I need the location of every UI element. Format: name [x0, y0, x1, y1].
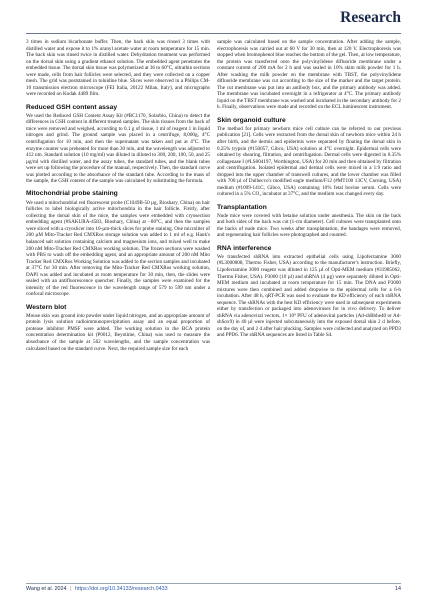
paragraph: The method for primary newborn mice cell culture can be referred to our previous publication [21]. Cells were extracted from the dorsal skin of newborn mice within 24 h after birth, and the dermis and epidermis were separated by floating the dorsal skin in 0.25% trypsin (#150057, Gibco, USA) solution at 4°C overnight. Epidermal cells were obtained by shearing, filtration, and centrifugation. Dermal cells were digested in 0.35% collagenase I (#LS004197, Worthington, USA) for 20 min and then obtained by filtration and centrifugation. Isolated epidermal and dermal cells were mixed in a 1:9 ratio and dropped into the upper chamber of transwell cultures, and the lower chamber was filled with 700 µl of Dulbecco's modified eagle medium/F12 (#MT100 13CV, Corning, USA) medium (#1099-141C, Gibco, USA) containing 10% fetal bovine serum. Cells were cultured in a 5% CO₂ incubator at 37°C, and the medium was changed every day.: [217, 125, 401, 198]
paragraph: Nude mice were covered with betaine solution under anesthesia. The skin on the back and both sides of the back was cut (1-cm diameter). Cell cultures were transplanted onto the backs of nude mice. Two weeks after transplantation, the bandages were removed, and regenerating hair follicles were photographed and counted.: [217, 212, 401, 239]
paragraph: We used a mitochondrial red fluorescent probe (C1049B-50 µg, Bioshary, China) on hair follicles to label biologically active mitochondria in the hair follicle. Firstly, after collecting the dorsal skin of the mice, the samples were embedded with cryosection embedding agent (#SAKURA-4583, Bioshary, China) at −80°C, and then the samples were sliced with a cryoslicer into 10-µm-thick slices for probe staining. One microliter of 200 µM Mito-Tracker Red CMXRos storage solution was added to 1 ml of e.g. Hank's balanced salt solution containing calcium and magnesium ions, and mixed well to make 200 nM Mito-Tracker Red CMXRos working solution. The frozen sections were washed with PBS to wash off the embedding agent, and an appropriate amount of 200 nM Mito Tracker Red CMXRos Working Solution was added to the section samples and incubated at 37°C for 30 min. After removing the Mito-Tracker Red CMXRos working solution, DAPI was added and incubated at room temperature for 30 min, then, the slides were sealed with an antifluorescence quencher. Finally, the samples were examined for the intensity of the red fluorescence in the wavelength range of 579 to 599 nm under a confocal microscope.: [26, 199, 210, 298]
section-title-transplant: Transplantation: [217, 203, 267, 211]
paragraph: 3 times in sodium bicarbonate buffer. Then, the back skin was rinsed 3 times with distilled water and expose it to 1% uranyl acetate water at room temperature for 15 min. The back skin was rinsed twice in distilled water. Dehydration treatment was performed on the dorsal skin using a gradient ethanol solution. The embedded agent penetrates the embedded tissue. The dorsal skin tissue was polymerized at 36 to 60°C, ultrathin sections were made, cells from hair follicles were selected, and they were collected on a copper mesh. The grid was poststained in toluidine blue. Slices were observed in a Philips CM-10 transmission electron microscope (FEI Italia, 20122 Milan, Italy), and micrographs were recorded on Kodak 4489 film.: [26, 39, 210, 98]
footer-separator: |: [70, 586, 72, 592]
paragraph: sample was calculated based on the sample concentration. After adding the sample, electrophoresis was carried out at 60 V for 30 min, then at 120 V. Electrophoresis was stopped when bromophenol blue reaches the bottom of the gel. Then, at low temperature, the protein was transferred onto the polyvinylidene difluoride membrane under a constant current of 200 mA for 2 h and was sealed in 10% skim milk powder for 1 h. After washing the milk powder on the membrane with TBST, the polyvinylidene difluoride membrane was cut according to the size of the marker and the target protein. The cut membrane was put into an antibody box, and the primary antibody was added. The membrane was incubated overnight in a refrigerator at 4°C. The primary antibody liquid on the TBST membrane was washed and incubated in the secondary antibody for 2 h. Finally, observations were made and recorded on the ECL luminescent instrument.: [217, 39, 401, 111]
right-column: [217, 39, 401, 339]
section-title-mito: Mitochondrial probe staining: [26, 190, 118, 198]
section-title-rnai: RNA interference: [217, 244, 272, 252]
citation-text: Wang et al. 2024: [26, 586, 67, 592]
header-rule: [26, 33, 401, 34]
paragraph: Mouse skin was ground into powder under liquid nitrogen, and an appropriate amount of protein lysis solution radioimmunoprecipitation assay and an equal proportion of protease inhibitor PMSF were added. The working solution in the BCA protein concentration determination kit (P0012, Beyotime, China) was used to measure the absorbance of the sample at 562 wavelengths, and the sample concentration was calculated based on the standard curve. Next, the required sample size for each: [26, 312, 210, 352]
footer-citation: [26, 586, 168, 592]
section-title-western: Western blot: [26, 303, 67, 311]
left-column: [26, 39, 210, 352]
doi-link[interactable]: https://doi.org/10.34133/research.0433: [74, 586, 168, 592]
section-title-gsh: Reduced GSH content assay: [26, 103, 118, 111]
running-head: Research: [340, 9, 401, 26]
page-number: 14: [395, 586, 401, 592]
paragraph: We transfected shRNA into extracted epithelial cells using Lipofectamine 3000 (#L3000008, Thermo Fisher, USA) according to the manufacturer's instruction. Briefly, Lipofectamine 3000 reagent was diluted in 125 µl of Opti-MEM medium (#31985062, Thermo Fisher, USA). P3000 (10 µl) and shRNA (4 µg) were separately diluted in Opti-MEM medium and incubated at room temperature for 15 min. The DNA and P3000 mixtures were then combined and added dropwise to the epidermal cells for a 6-h incubation. After 48 h, qRT-PCR was used to evaluate the KD efficiency of each shRNA sequence. The shRNAs with the best KD efficiency were used in subsequent experiments either by transfection or packaged into adenoviruses for in vivo delivery. To deliver shRNA via adenoviral vectors, 1× 10⁹ PFU of adenoviral particles (Ad-shBbhe40 or Ad-shSox9) in 40 µl were injected subcutaneously into the exposed dorsal skin 2 d before, on the day of, and 2 d after hair plucking. Samples were collected and analyzed on PPD3 and PPD6. The shRNA sequences are listed in Table S4.: [217, 253, 401, 339]
footer-rule: [26, 583, 401, 584]
section-title-organoid: Skin organoid culture: [217, 116, 286, 124]
paragraph: We used the Reduced GSH Content Assay Kit (#BC1170, Solarbio, China) to detect the differences in GSH content in different treated samples. The skin tissues from the back of mice were removed and weighed, according to 0.1 g of tissue, 1 ml of reagent 1 in liquid nitrogen and grind. The ground sample was placed in a centrifuge, 8,000g, 4°C centrifugation for 10 min, and then the supernatant was taken and put at 4°C. The enzyme counter was preheated for more than 30 min, and the wavelength was adjusted to 412 nm. Standard solution (10 mg/ml) was diluted in diluted to 300, 200, 100, 50, and 25 µg/ml with distilled water, and the assay tubes, the standard tubes, and the blank tubes were set up following the procedure of the manual, respectively. Then, the standard curve was plotted according to the absorbance of the standard tube. According to the mass of the sample, the GSH content of the sample was calculated by substituting the formula.: [26, 112, 211, 185]
